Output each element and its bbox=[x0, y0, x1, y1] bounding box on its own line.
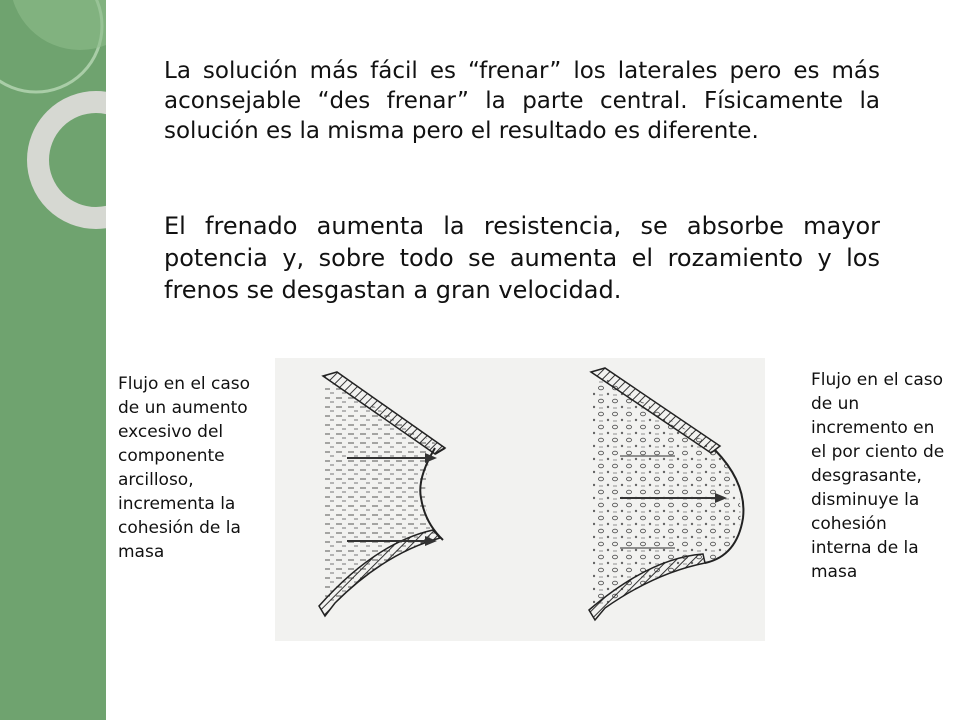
paragraph-solution: La solución más fácil es “frenar” los laterales pero es más aconsejable “des frenar” la parte central. Físicamente la solución es la misma pero el resultado es diferente. bbox=[164, 58, 880, 144]
deco-circle-top bbox=[10, 0, 106, 50]
deco-ring-gray bbox=[38, 102, 106, 218]
sidebar-circles-decoration bbox=[0, 0, 106, 720]
flow-diagram bbox=[275, 358, 765, 641]
right-die-drawing bbox=[589, 368, 743, 620]
flow-diagram-figure bbox=[275, 358, 765, 641]
caption-degreaser-flow: Flujo en el caso de un incremento en el por ciento de desgrasante, disminuye la cohesión interna de la masa bbox=[811, 370, 945, 582]
paragraph-braking: El frenado aumenta la resistencia, se absorbe mayor potencia y, sobre todo se aumenta el rozamiento y los frenos se desgastan a gran velocidad. bbox=[164, 212, 880, 304]
left-die-drawing bbox=[319, 372, 445, 616]
decorative-sidebar bbox=[0, 0, 106, 720]
caption-clay-flow: Flujo en el caso de un aumento excesivo del componente arcilloso, incrementa la cohesión de la masa bbox=[118, 374, 251, 562]
